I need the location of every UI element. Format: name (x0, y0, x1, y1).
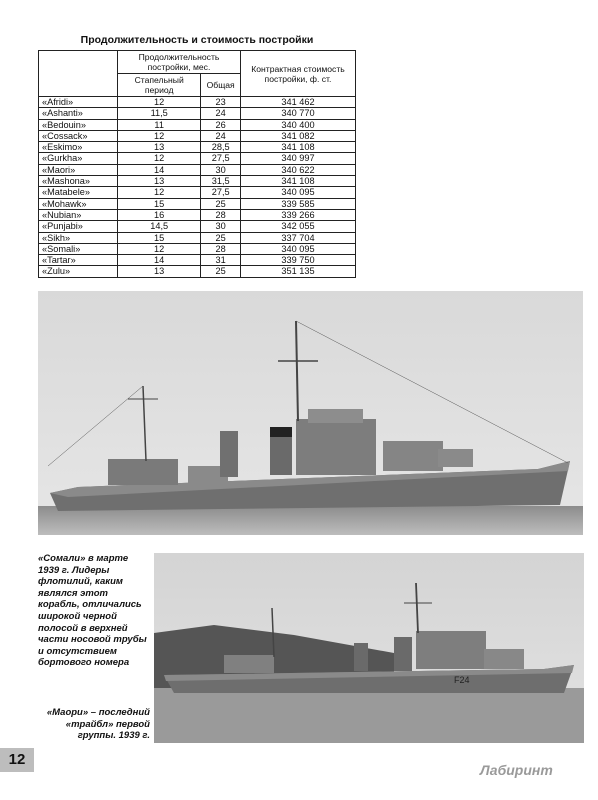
ship-name-cell: «Cossack» (39, 130, 118, 141)
ship-name-cell: «Sikh» (39, 232, 118, 243)
table-row (39, 243, 356, 254)
total-period-cell: 28,5 (201, 142, 241, 153)
steel-period-cell: 12 (118, 130, 201, 141)
total-period-cell: 28 (201, 243, 241, 254)
table-row (39, 209, 356, 220)
table-row (39, 108, 356, 119)
table-row (39, 164, 356, 175)
total-period-cell: 24 (201, 130, 241, 141)
ship-name-cell: «Nubian» (39, 209, 118, 220)
steel-period-cell: 12 (118, 243, 201, 254)
cost-cell: 339 585 (240, 198, 355, 209)
total-period-cell: 25 (201, 266, 241, 277)
header-duration: Продолжительность постройки, мес. (118, 51, 241, 74)
total-period-cell: 23 (201, 97, 241, 108)
cost-cell: 340 400 (240, 119, 355, 130)
ship-name-cell: «Bedouin» (39, 119, 118, 130)
ship-name-cell: «Afridi» (39, 97, 118, 108)
header-total: Общая (201, 74, 241, 97)
cost-cell: 341 108 (240, 142, 355, 153)
table-row (39, 153, 356, 164)
ship-name-cell: «Punjabi» (39, 221, 118, 232)
cost-cell: 341 462 (240, 97, 355, 108)
header-ship (39, 51, 118, 97)
page-number: 12 (0, 748, 34, 772)
cost-cell: 340 095 (240, 187, 355, 198)
steel-period-cell: 14 (118, 255, 201, 266)
total-period-cell: 30 (201, 164, 241, 175)
steel-period-cell: 13 (118, 142, 201, 153)
construction-table (38, 50, 356, 278)
cost-cell: 340 770 (240, 108, 355, 119)
cost-cell: 340 095 (240, 243, 355, 254)
steel-period-cell: 14,5 (118, 221, 201, 232)
ship-name-cell: «Mohawk» (39, 198, 118, 209)
ship-name-cell: «Mashona» (39, 176, 118, 187)
total-period-cell: 27,5 (201, 153, 241, 164)
steel-period-cell: 13 (118, 176, 201, 187)
caption-photo1: «Сомали» в марте 1939 г. Лидеры флотилий, каким являлся этот корабль, отличались широкой черной полосой в верхней части носовой трубы и отсутствием бортового номера (38, 553, 147, 669)
steel-period-cell: 11,5 (118, 108, 201, 119)
steel-period-cell: 14 (118, 164, 201, 175)
total-period-cell: 26 (201, 119, 241, 130)
steel-period-cell: 16 (118, 209, 201, 220)
cost-cell: 351 135 (240, 266, 355, 277)
steel-period-cell: 12 (118, 97, 201, 108)
cost-cell: 339 266 (240, 209, 355, 220)
table-row (39, 232, 356, 243)
ship-name-cell: «Ashanti» (39, 108, 118, 119)
caption-photo2: «Маори» – последний «трайбл» первой группы. 1939 г. (46, 707, 150, 742)
total-period-cell: 24 (201, 108, 241, 119)
table-row (39, 266, 356, 277)
total-period-cell: 25 (201, 232, 241, 243)
cost-cell: 341 082 (240, 130, 355, 141)
total-period-cell: 31,5 (201, 176, 241, 187)
steel-period-cell: 12 (118, 187, 201, 198)
table-row (39, 176, 356, 187)
ship-name-cell: «Gurkha» (39, 153, 118, 164)
cost-cell: 337 704 (240, 232, 355, 243)
ship-name-cell: «Somali» (39, 243, 118, 254)
photo-somali (38, 291, 583, 535)
total-period-cell: 25 (201, 198, 241, 209)
table-row (39, 198, 356, 209)
steel-period-cell: 15 (118, 232, 201, 243)
cost-cell: 340 622 (240, 164, 355, 175)
construction-table-block (38, 34, 356, 278)
table-row (39, 119, 356, 130)
cost-cell: 341 108 (240, 176, 355, 187)
total-period-cell: 28 (201, 209, 241, 220)
ship-name-cell: «Maori» (39, 164, 118, 175)
cost-cell: 339 750 (240, 255, 355, 266)
steel-period-cell: 12 (118, 153, 201, 164)
publisher-logo: Лабиринт (480, 762, 553, 778)
header-cost: Контрактная стоимость постройки, ф. ст. (240, 51, 355, 97)
total-period-cell: 27,5 (201, 187, 241, 198)
table-row (39, 97, 356, 108)
table-row (39, 187, 356, 198)
table-row (39, 130, 356, 141)
table-row (39, 142, 356, 153)
steel-period-cell: 11 (118, 119, 201, 130)
hull-number: F24 (454, 675, 470, 685)
table-row (39, 221, 356, 232)
total-period-cell: 31 (201, 255, 241, 266)
table-title: Продолжительность и стоимость постройки (80, 34, 314, 46)
table-row (39, 255, 356, 266)
ship-name-cell: «Matabele» (39, 187, 118, 198)
ship-name-cell: «Tartar» (39, 255, 118, 266)
steel-period-cell: 15 (118, 198, 201, 209)
total-period-cell: 30 (201, 221, 241, 232)
header-steel: Стапельный период (118, 74, 201, 97)
cost-cell: 342 055 (240, 221, 355, 232)
cost-cell: 340 997 (240, 153, 355, 164)
ship-name-cell: «Zulu» (39, 266, 118, 277)
ship-name-cell: «Eskimo» (39, 142, 118, 153)
photo-maori (154, 553, 584, 743)
steel-period-cell: 13 (118, 266, 201, 277)
